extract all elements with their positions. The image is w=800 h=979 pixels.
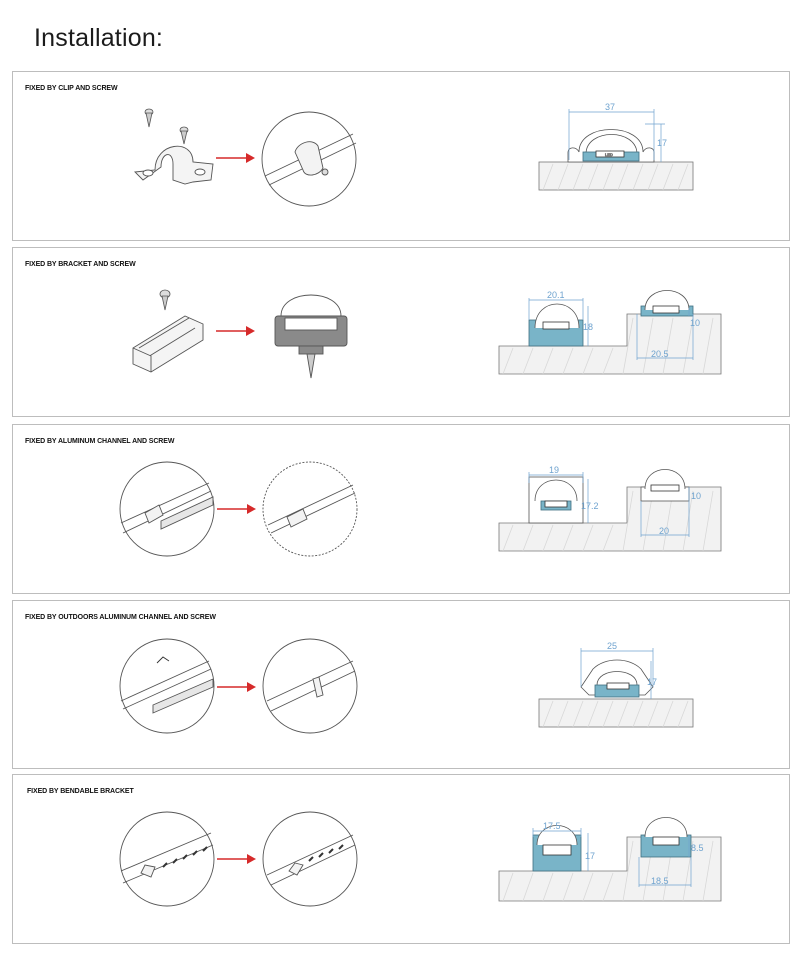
bracket-and-screw-illustration xyxy=(13,248,791,418)
screw-icon xyxy=(180,127,188,144)
section-outdoors-aluminum-channel xyxy=(12,600,790,769)
dimension-right-width: 18.5 xyxy=(651,876,669,886)
section-bracket-and-screw xyxy=(12,247,790,417)
dimension-width: 37 xyxy=(605,102,616,112)
dimension-height: 17 xyxy=(657,138,668,148)
cross-section-diagram xyxy=(539,130,693,191)
arrow-icon xyxy=(217,504,256,514)
detail-view xyxy=(262,112,356,206)
cross-section-diagram xyxy=(499,818,721,902)
section-label: FIXED BY BENDABLE BRACKET xyxy=(27,788,134,795)
cross-section-diagram xyxy=(499,470,721,552)
detail-view xyxy=(120,812,214,906)
arrow-icon xyxy=(217,682,256,692)
dimension-left-height: 17.2 xyxy=(581,501,599,511)
detail-view xyxy=(263,639,357,733)
screw-icon xyxy=(160,290,170,310)
dimension-left-height: 18 xyxy=(583,322,594,332)
page-title: Installation: xyxy=(34,24,164,52)
dimension-right-height: 10 xyxy=(691,491,702,501)
dimension-right-height: 8.5 xyxy=(691,843,704,853)
section-aluminum-channel-and-screw xyxy=(12,424,790,594)
screw-icon xyxy=(145,109,153,127)
aluminum-channel-illustration xyxy=(13,425,791,595)
section-label: FIXED BY CLIP AND SCREW xyxy=(25,85,118,92)
svg-text:LED: LED xyxy=(605,152,613,157)
dimension-right-height: 10 xyxy=(690,318,701,328)
detail-view xyxy=(263,812,357,906)
dimension-left-height: 17 xyxy=(585,851,596,861)
arrow-icon xyxy=(216,326,255,336)
cross-section-diagram xyxy=(499,291,721,375)
section-clip-and-screw xyxy=(12,71,790,241)
dimension-left-width: 20.1 xyxy=(547,290,565,300)
dimension-left-width: 17.5 xyxy=(543,821,561,831)
arrow-icon xyxy=(217,854,256,864)
arrow-icon xyxy=(216,153,255,163)
detail-view xyxy=(120,462,214,556)
cross-section-diagram xyxy=(539,660,693,727)
clip-icon xyxy=(135,146,213,184)
dimension-height: 17 xyxy=(647,677,658,687)
dimension-width: 25 xyxy=(607,641,618,651)
clip-and-screw-illustration xyxy=(13,72,791,242)
section-bendable-bracket xyxy=(12,774,790,944)
section-label: FIXED BY ALUMINUM CHANNEL AND SCREW xyxy=(25,438,175,445)
detail-view xyxy=(120,639,214,733)
dimension-left-width: 19 xyxy=(549,465,560,475)
detail-view xyxy=(263,462,357,556)
section-label: FIXED BY OUTDOORS ALUMINUM CHANNEL AND SCREW xyxy=(25,614,216,621)
dimension-right-width: 20.5 xyxy=(651,349,669,359)
outdoors-channel-illustration xyxy=(13,601,791,770)
section-label: FIXED BY BRACKET AND SCREW xyxy=(25,261,136,268)
dimension-right-width: 20 xyxy=(659,526,670,536)
mounted-bracket-view xyxy=(275,295,347,378)
bracket-icon xyxy=(133,316,203,372)
bendable-bracket-illustration xyxy=(13,775,791,945)
